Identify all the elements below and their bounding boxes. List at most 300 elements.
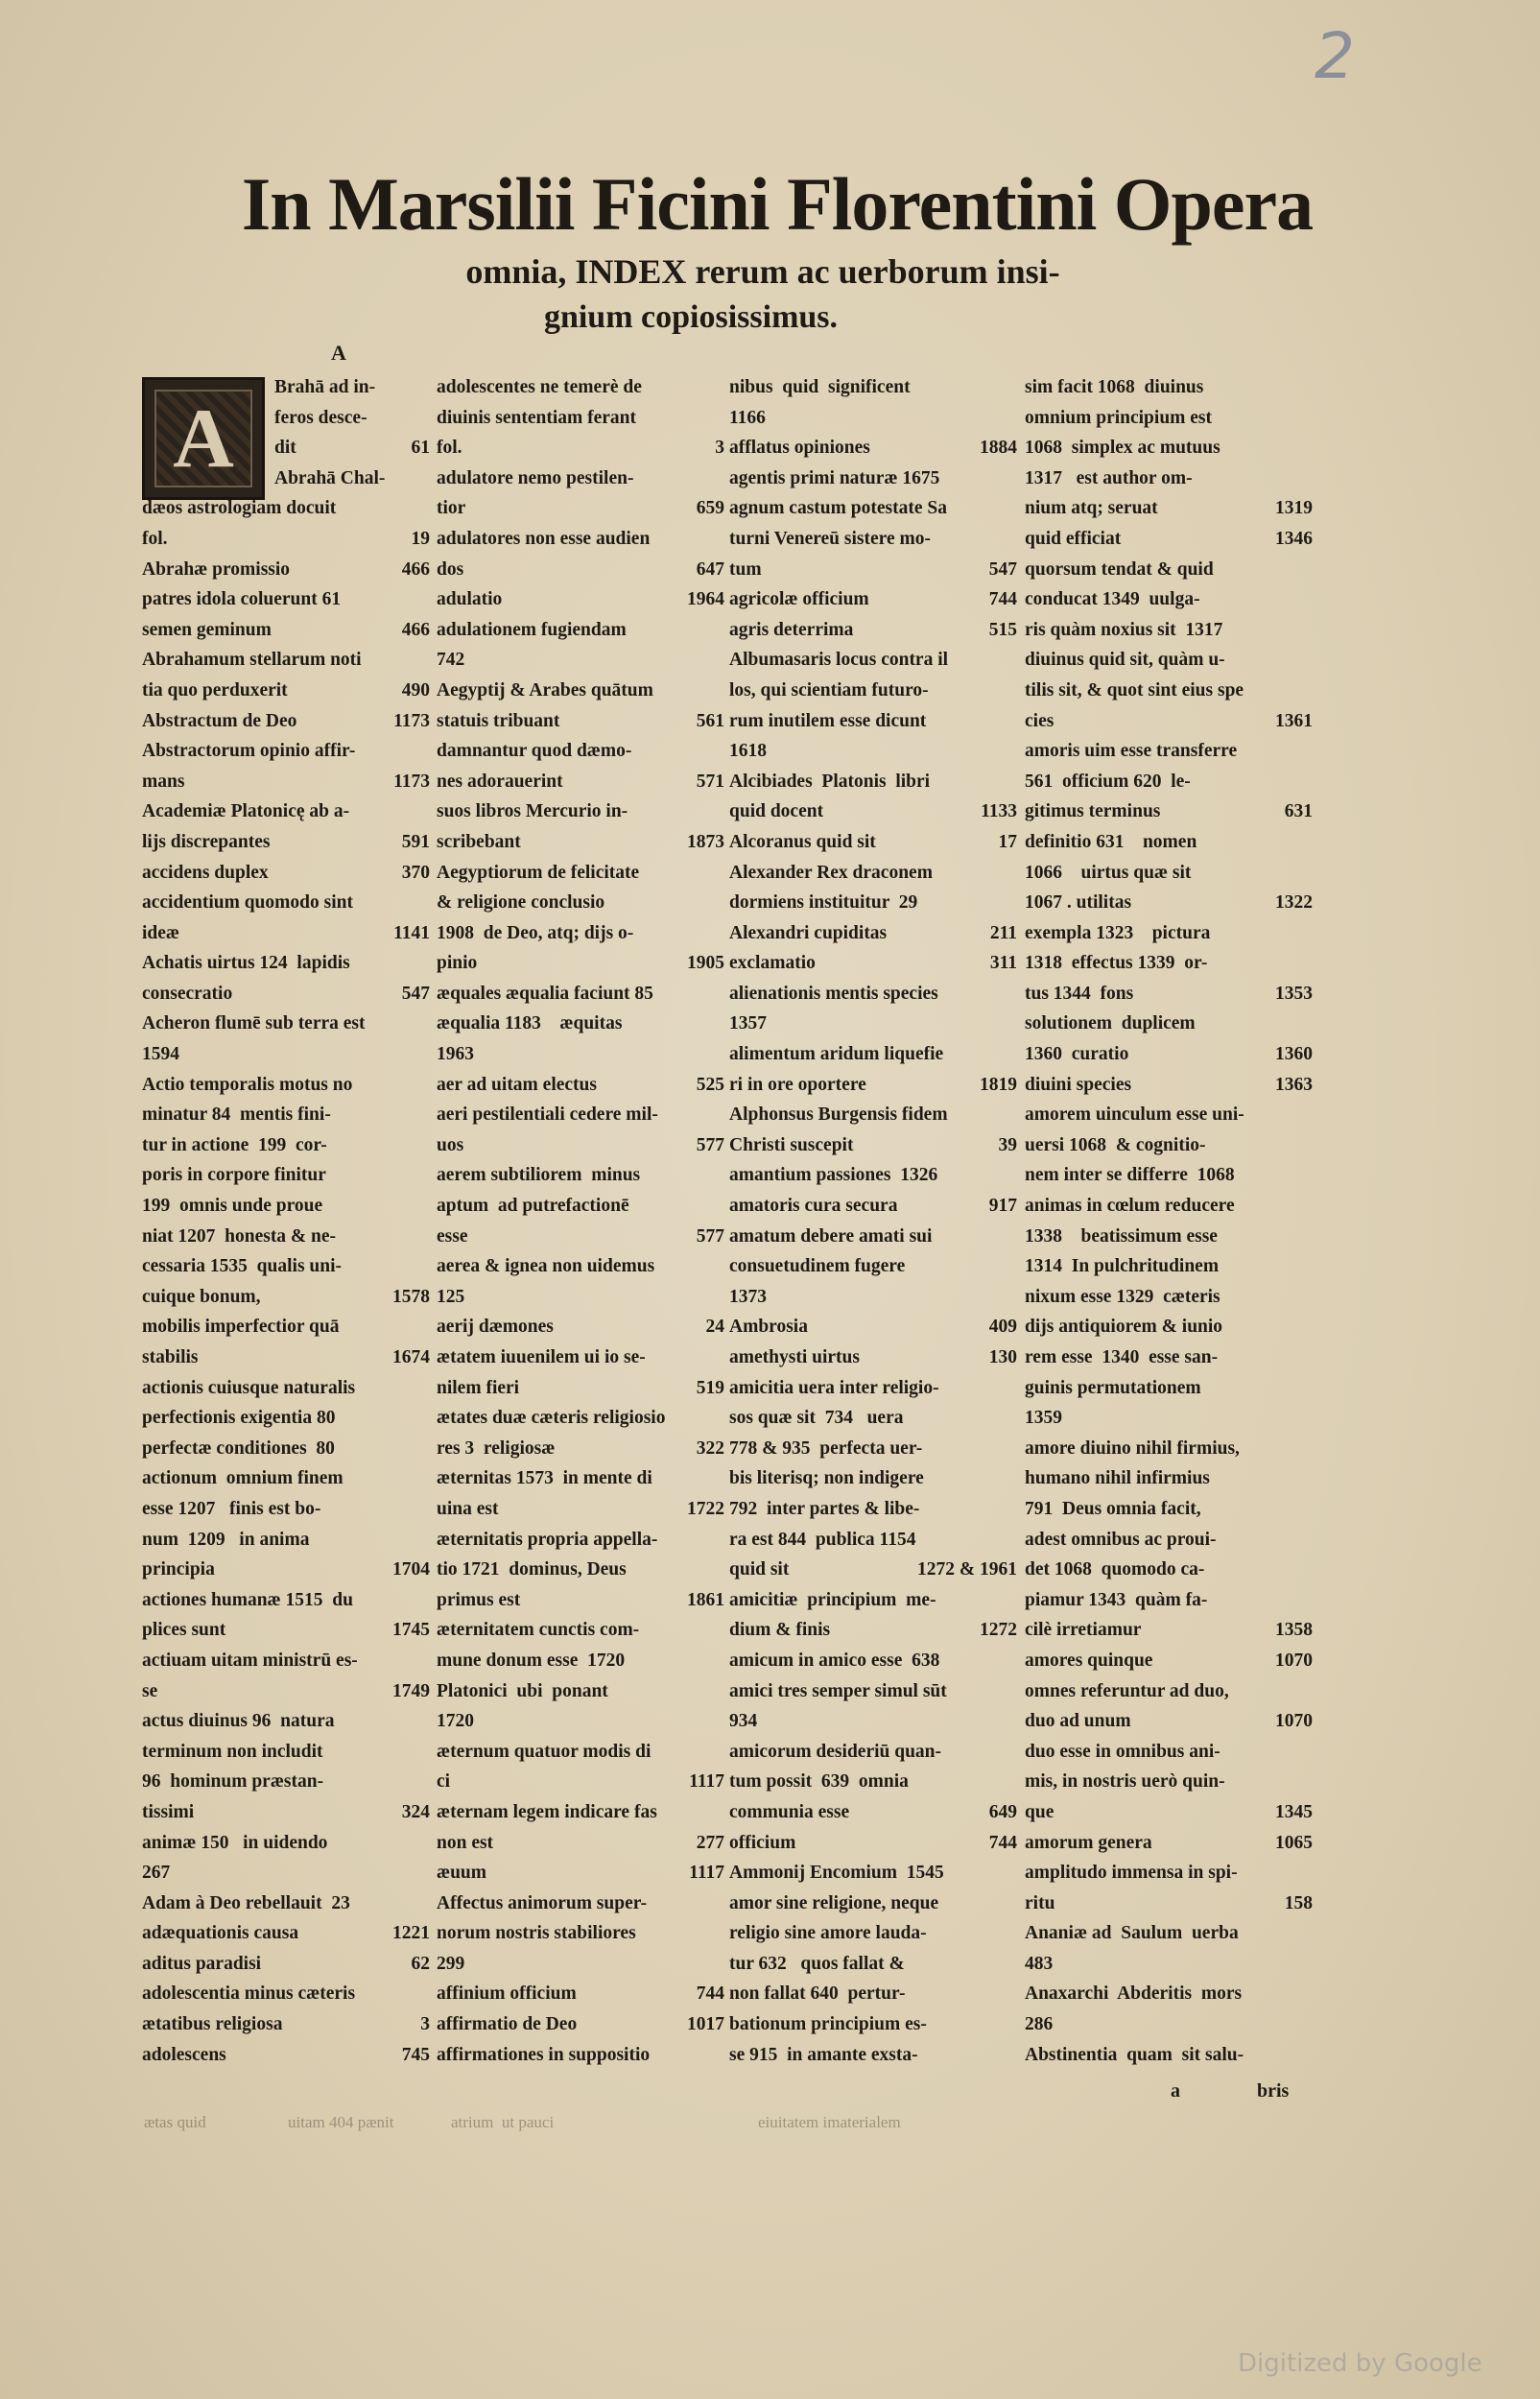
index-entry-line — [1025, 676, 1313, 706]
entry-page-number: 647 — [696, 558, 724, 580]
entry-page-number: 1345 — [1275, 1801, 1313, 1822]
entry-text: 1066 uirtus quæ sit — [1025, 862, 1192, 883]
entry-text: adolescentes ne temerè de — [437, 377, 642, 397]
index-entry-line — [437, 584, 724, 615]
entry-page-number: 1819 — [980, 1074, 1017, 1095]
entry-text: actionum omnium finem — [142, 1468, 344, 1489]
index-entry-line — [142, 1918, 430, 1949]
entry-text: solutionem duplicem — [1025, 1013, 1196, 1034]
index-entry-line — [1025, 584, 1313, 615]
index-entry-line — [729, 1191, 1017, 1222]
entry-page-number: 3 — [715, 438, 724, 459]
entry-text: adulatore nemo pestilen- — [437, 467, 634, 488]
entry-text: amethysti uirtus — [729, 1347, 860, 1367]
index-entry-line — [142, 1706, 430, 1737]
index-entry-line — [729, 403, 1017, 434]
entry-page-number: 1346 — [1275, 528, 1313, 549]
entry-page-number: 1884 — [980, 438, 1017, 459]
index-entry-line — [1025, 706, 1313, 737]
index-entry-line — [1025, 1130, 1313, 1161]
entry-text: det 1068 quomodo ca- — [1025, 1559, 1205, 1580]
index-entry-line — [1025, 645, 1313, 676]
index-entry-line — [437, 1525, 724, 1556]
entry-text: amore diuino nihil firmius, — [1025, 1437, 1240, 1459]
index-entry-line — [729, 1494, 1017, 1525]
index-entry-line — [142, 372, 430, 403]
entry-page-number: 577 — [696, 1225, 724, 1247]
entry-page-number: 370 — [401, 862, 430, 883]
entry-page-number: 1070 — [1275, 1650, 1313, 1671]
entry-text: 791 Deus omnia facit, — [1025, 1498, 1201, 1519]
index-entry-line — [142, 827, 430, 858]
entry-text: Albumasaris locus contra il — [729, 650, 949, 671]
index-entry-line — [142, 645, 430, 676]
index-entry-line — [1025, 1949, 1313, 1980]
entry-page-number: 1674 — [392, 1347, 430, 1367]
index-entry-line — [142, 524, 430, 555]
index-entry-line — [142, 767, 430, 797]
entry-page-number: 322 — [696, 1437, 724, 1459]
index-entry-line — [142, 796, 430, 827]
entry-page-number: 1070 — [1275, 1711, 1313, 1732]
index-entry-line — [437, 372, 724, 403]
index-entry-line — [729, 979, 1017, 1009]
entry-text: cies — [1025, 710, 1054, 731]
entry-text: 792 inter partes & libe- — [729, 1498, 920, 1519]
index-entry-line — [142, 1979, 430, 2009]
index-entry-line — [437, 1373, 724, 1404]
entry-text: tus 1344 fons — [1025, 983, 1134, 1004]
entry-page-number: 1745 — [392, 1620, 430, 1641]
index-entry-line — [1025, 1737, 1313, 1768]
entry-page-number: 62 — [411, 1953, 430, 1974]
index-entry-line — [1025, 1767, 1313, 1797]
index-entry-line — [1025, 1009, 1313, 1039]
entry-text: adæquationis causa — [142, 1923, 299, 1944]
entry-text: 267 — [142, 1863, 171, 1884]
entry-text: terminum non includit — [142, 1741, 323, 1762]
entry-text: agentis primi naturæ 1675 — [729, 467, 940, 488]
entry-text: amici tres semper simul sūt — [729, 1680, 947, 1701]
entry-text: 1067 . utilitas — [1025, 892, 1132, 914]
entry-text: omnium principium est — [1025, 407, 1213, 428]
index-entry-line — [1025, 1797, 1313, 1828]
entry-page-number: 1578 — [392, 1286, 430, 1307]
entry-page-number: 61 — [411, 438, 430, 459]
entry-text: tur 632 quos fallat & — [729, 1953, 905, 1974]
entry-text: duo ad unum — [1025, 1711, 1131, 1732]
entry-text: aptum ad putrefactionē — [437, 1196, 629, 1217]
entry-page-number: 917 — [988, 1196, 1017, 1217]
index-entry-line — [729, 1282, 1017, 1313]
entry-page-number: 744 — [696, 1983, 724, 2005]
index-entry-line — [142, 1009, 430, 1039]
index-entry-line — [729, 1130, 1017, 1161]
entry-text: definitio 631 nomen — [1025, 831, 1197, 852]
entry-text: amor sine religione, neque — [729, 1892, 939, 1913]
index-entry-line — [1025, 948, 1313, 979]
entry-page-number: 466 — [401, 558, 430, 580]
entry-page-number: 24 — [705, 1317, 724, 1338]
entry-text: cilè irretiamur — [1025, 1620, 1142, 1641]
index-entry-line — [437, 1312, 724, 1342]
index-entry-line — [729, 918, 1017, 949]
index-entry-line — [1025, 1160, 1313, 1191]
entry-text: lijs discrepantes — [142, 831, 271, 852]
entry-text: se — [142, 1680, 158, 1701]
entry-text: principia — [142, 1559, 215, 1580]
index-entry-line — [437, 1282, 724, 1313]
index-entry-line — [142, 403, 430, 434]
entry-text: Ananiæ ad Saulum uerba — [1025, 1923, 1239, 1944]
entry-text: diuini species — [1025, 1074, 1132, 1095]
entry-text: duo esse in omnibus ani- — [1025, 1741, 1220, 1762]
entry-text: amantium passiones 1326 — [729, 1165, 938, 1186]
entry-text: num 1209 in anima — [142, 1529, 310, 1550]
entry-text: Acheron flumē sub terra est — [142, 1013, 366, 1034]
entry-text: consecratio — [142, 983, 233, 1004]
index-entry-line — [437, 645, 724, 676]
index-entry-line — [437, 1737, 724, 1768]
entry-text: humano nihil infirmius — [1025, 1468, 1210, 1489]
entry-page-number: 1964 — [687, 589, 724, 610]
entry-text: actiones humanæ 1515 du — [142, 1589, 353, 1610]
entry-text: tia quo perduxerit — [142, 679, 288, 701]
entry-text: quid sit — [729, 1559, 790, 1580]
index-entry-line — [729, 1222, 1017, 1252]
entry-text: dos — [437, 558, 464, 580]
entry-text: adulatio — [437, 589, 503, 610]
entry-text: statuis tribuant — [437, 710, 560, 731]
index-entry-line — [142, 615, 430, 646]
entry-text: & religione conclusio — [437, 892, 605, 914]
entry-page-number: 745 — [401, 2044, 430, 2065]
entry-text: communia esse — [729, 1801, 850, 1822]
index-entry-line — [142, 1222, 430, 1252]
entry-text: diuinus quid sit, quàm u- — [1025, 650, 1225, 671]
index-entry-line — [437, 1767, 724, 1797]
index-entry-line — [142, 433, 430, 463]
index-entry-line — [437, 1676, 724, 1707]
index-entry-line — [729, 1312, 1017, 1342]
entry-text: amoris uim esse transferre — [1025, 741, 1238, 762]
index-entry-line — [1025, 918, 1313, 949]
index-entry-line — [729, 706, 1017, 737]
entry-text: 1720 — [437, 1711, 474, 1732]
entry-text: 1317 est author om- — [1025, 467, 1193, 488]
entry-text: tissimi — [142, 1801, 195, 1822]
bleed-through-text: uitam 404 pænit — [288, 2113, 394, 2131]
entry-text: tum — [729, 558, 762, 580]
index-entry-line — [437, 1160, 724, 1191]
folio-number: 2 — [1315, 19, 1355, 93]
index-entry-line — [142, 1555, 430, 1585]
index-entry-line — [437, 1555, 724, 1585]
entry-text: aer ad uitam electus — [437, 1074, 597, 1095]
entry-text: agricolæ officium — [729, 589, 869, 610]
index-entry-line — [437, 979, 724, 1009]
entry-page-number: 277 — [696, 1832, 724, 1853]
index-entry-line — [437, 767, 724, 797]
entry-text: aerem subtiliorem minus — [437, 1165, 641, 1186]
entry-text: ætatem iuuenilem ui io se- — [437, 1347, 646, 1367]
index-entry-line — [437, 555, 724, 585]
entry-text: diuinis sententiam ferant — [437, 407, 637, 428]
index-entry-line — [437, 1918, 724, 1949]
index-entry-line — [729, 433, 1017, 463]
entry-page-number: 1173 — [393, 710, 430, 731]
index-entry-line — [142, 1646, 430, 1676]
entry-page-number: 1173 — [393, 771, 430, 792]
index-entry-line — [142, 1312, 430, 1342]
entry-text: Ambrosia — [729, 1317, 808, 1338]
index-entry-line — [729, 2009, 1017, 2040]
index-entry-line — [142, 584, 430, 615]
index-column-2 — [437, 372, 724, 2070]
index-entry-line — [142, 1403, 430, 1434]
entry-page-number: 519 — [696, 1377, 724, 1398]
entry-text: tur in actione 199 cor- — [142, 1134, 327, 1155]
entry-text: Alcibiades Platonis libri — [729, 771, 931, 792]
entry-page-number: 1272 — [980, 1620, 1017, 1641]
index-entry-line — [1025, 403, 1313, 434]
entry-text: accidentium quomodo sint — [142, 892, 353, 914]
entry-text: adolescentia minus cæteris — [142, 1983, 356, 2005]
title-line-3: gnium copiosissimus. — [543, 299, 839, 335]
entry-text: tum possit 639 omnia — [729, 1771, 909, 1793]
index-entry-line — [729, 1342, 1017, 1373]
index-entry-line — [437, 1434, 724, 1464]
index-entry-line — [1025, 827, 1313, 858]
index-entry-line — [437, 888, 724, 918]
index-entry-line — [729, 1070, 1017, 1101]
entry-page-number: 1873 — [687, 831, 724, 852]
entry-text: bationum principium es- — [729, 2014, 927, 2035]
entry-page-number: 1017 — [687, 2014, 724, 2035]
entry-page-number: 490 — [401, 679, 430, 701]
index-entry-line — [142, 1949, 430, 1980]
index-entry-line — [437, 1797, 724, 1828]
index-entry-line — [1025, 1858, 1313, 1888]
index-entry-line — [142, 1767, 430, 1797]
entry-text: 742 — [437, 650, 465, 671]
entry-page-number: 1133 — [981, 801, 1017, 822]
entry-page-number: 17 — [998, 831, 1017, 852]
entry-text: amorem uinculum esse uni- — [1025, 1104, 1244, 1126]
index-entry-line — [1025, 767, 1313, 797]
index-entry-line — [729, 1403, 1017, 1434]
index-entry-line — [729, 1646, 1017, 1676]
index-entry-line — [1025, 1585, 1313, 1616]
index-entry-line — [437, 1039, 724, 1070]
entry-text: 125 — [437, 1286, 465, 1307]
entry-page-number: 311 — [989, 953, 1017, 974]
index-entry-line — [729, 1463, 1017, 1494]
index-entry-line — [1025, 1282, 1313, 1313]
index-entry-line — [729, 372, 1017, 403]
index-entry-line — [729, 1434, 1017, 1464]
entry-page-number: 3 — [420, 2014, 430, 2035]
entry-text: 1068 simplex ac mutuus — [1025, 438, 1220, 459]
entry-text: alimentum aridum liquefie — [729, 1044, 944, 1065]
index-entry-line — [1025, 1100, 1313, 1130]
index-entry-line — [142, 1039, 430, 1070]
entry-text: Abrahæ promissio — [142, 558, 291, 580]
title-line-2: omnia, INDEX rerum ac uerborum insi- — [465, 252, 1060, 291]
entry-page-number: 158 — [1284, 1892, 1313, 1913]
index-entry-line — [729, 1555, 1017, 1585]
entry-text: Abrahamum stellarum noti — [142, 650, 362, 671]
index-entry-line — [142, 706, 430, 737]
entry-text: 1357 — [729, 1013, 767, 1034]
entry-text: que — [1025, 1801, 1054, 1822]
index-entry-line — [1025, 1039, 1313, 1070]
index-entry-line — [437, 2009, 724, 2040]
entry-text: accidens duplex — [142, 862, 269, 883]
entry-text: 199 omnis unde proue — [142, 1196, 323, 1217]
entry-text: norum nostris stabiliores — [437, 1923, 636, 1944]
entry-page-number: 547 — [401, 983, 430, 1004]
index-entry-line — [729, 888, 1017, 918]
index-entry-line — [437, 948, 724, 979]
entry-text: Aegyptiorum de felicitate — [437, 862, 640, 883]
entry-page-number: 744 — [988, 589, 1017, 610]
entry-text: fol. — [437, 438, 462, 459]
entry-text: dium & finis — [729, 1620, 831, 1641]
entry-text: tior — [437, 498, 466, 519]
index-entry-line — [437, 1858, 724, 1888]
entry-page-number: 571 — [696, 771, 724, 792]
entry-text: actionis cuiusque naturalis — [142, 1377, 356, 1398]
entry-page-number: 19 — [411, 528, 430, 549]
entry-text: alienationis mentis species — [729, 983, 938, 1004]
entry-text: animæ 150 in uidendo — [142, 1832, 328, 1853]
entry-text: gitimus terminus — [1025, 801, 1161, 822]
index-entry-line — [142, 1888, 430, 1919]
entry-text: amicitia uera inter religio- — [729, 1377, 939, 1398]
index-column-4 — [1025, 372, 1313, 2070]
entry-text: esse — [437, 1225, 468, 1247]
entry-text: æternum quatuor modis di — [437, 1741, 652, 1762]
index-entry-line — [142, 1160, 430, 1191]
entry-text: mune donum esse 1720 — [437, 1650, 626, 1671]
index-entry-line — [142, 979, 430, 1009]
index-entry-line — [142, 858, 430, 889]
entry-text: cessaria 1535 qualis uni- — [142, 1256, 343, 1277]
entry-page-number: 1319 — [1275, 498, 1313, 519]
entry-text: dit — [274, 438, 296, 459]
entry-text: stabilis — [142, 1347, 199, 1367]
index-entry-line — [437, 403, 724, 434]
entry-text: æqualia 1183 æquitas — [437, 1013, 623, 1034]
entry-text: ra est 844 publica 1154 — [729, 1529, 916, 1550]
entry-text: turni Venereū sistere mo- — [729, 528, 931, 549]
entry-text: Abrahā Chal- — [274, 467, 386, 488]
index-entry-line — [1025, 1646, 1313, 1676]
entry-text: ritu — [1025, 1892, 1055, 1913]
entry-page-number: 1322 — [1275, 892, 1313, 914]
index-entry-line — [1025, 1251, 1313, 1282]
entry-page-number: 744 — [988, 1832, 1017, 1853]
entry-text: amicorum desideriū quan- — [729, 1741, 942, 1762]
index-entry-line — [1025, 2040, 1313, 2071]
entry-page-number: 631 — [1284, 801, 1313, 822]
entry-text: ri in ore oportere — [729, 1074, 866, 1095]
entry-text: æternitatis propria appella- — [437, 1529, 658, 1550]
entry-page-number: 211 — [989, 922, 1017, 943]
entry-text: Academiæ Platonicę ab a- — [142, 801, 350, 822]
entry-page-number: 1749 — [392, 1680, 430, 1701]
index-entry-line — [729, 1706, 1017, 1737]
entry-text: exclamatio — [729, 953, 816, 974]
entry-text: exempla 1323 pictura — [1025, 922, 1211, 943]
entry-text: nixum esse 1329 cæteris — [1025, 1286, 1220, 1307]
entry-text: 1359 — [1025, 1408, 1062, 1429]
index-entry-line — [1025, 1676, 1313, 1707]
index-entry-line — [729, 1949, 1017, 1980]
index-entry-line — [437, 1706, 724, 1737]
index-entry-line — [142, 1130, 430, 1161]
entry-text: adest omnibus ac proui- — [1025, 1529, 1217, 1550]
index-entry-line — [729, 1373, 1017, 1404]
entry-text: 1314 In pulchritudinem — [1025, 1256, 1220, 1277]
index-entry-line — [729, 555, 1017, 585]
entry-text: 1360 curatio — [1025, 1044, 1129, 1065]
index-entry-line — [437, 858, 724, 889]
index-entry-line — [142, 1797, 430, 1828]
index-entry-line — [142, 1615, 430, 1646]
entry-page-number: 525 — [696, 1074, 724, 1095]
index-entry-line — [1025, 1888, 1313, 1919]
entry-text: 1318 effectus 1339 or- — [1025, 953, 1208, 974]
index-entry-line — [729, 767, 1017, 797]
entry-page-number: 577 — [696, 1134, 724, 1155]
entry-page-number: 1722 — [687, 1498, 724, 1519]
entry-text: æternitatem cunctis com- — [437, 1620, 640, 1641]
index-entry-line — [1025, 1191, 1313, 1222]
entry-text: Actio temporalis motus no — [142, 1074, 353, 1095]
entry-text: quorsum tendat & quid — [1025, 558, 1214, 580]
entry-text: ætatibus religiosa — [142, 2014, 283, 2035]
title-line-1: In Marsilii Ficini Florentini Opera — [241, 162, 1314, 246]
index-entry-line — [1025, 524, 1313, 555]
entry-text: amicum in amico esse 638 — [729, 1650, 940, 1671]
entry-page-number: 1861 — [687, 1589, 724, 1610]
entry-text: mans — [142, 771, 185, 792]
index-entry-line — [729, 584, 1017, 615]
index-entry-line — [1025, 1828, 1313, 1859]
entry-text: nilem fieri — [437, 1377, 520, 1398]
entry-text: Anaxarchi Abderitis mors — [1025, 1983, 1243, 2005]
index-entry-line — [729, 1737, 1017, 1768]
index-entry-line — [729, 1100, 1017, 1130]
entry-text: aditus paradisi — [142, 1953, 262, 1974]
entry-text: æuum — [437, 1863, 487, 1884]
entry-text: Achatis uirtus 124 lapidis — [142, 953, 350, 974]
entry-text: omnes referuntur ad duo, — [1025, 1680, 1229, 1701]
index-entry-line — [729, 676, 1017, 706]
entry-text: uersi 1068 & cognitio- — [1025, 1134, 1206, 1155]
entry-text: Ammonij Encomium 1545 — [729, 1863, 944, 1884]
entry-text: ci — [437, 1771, 451, 1793]
index-entry-line — [437, 493, 724, 524]
index-entry-line — [437, 615, 724, 646]
entry-text: poris in corpore finitur — [142, 1165, 326, 1186]
entry-text: Abstractum de Deo — [142, 710, 297, 731]
index-entry-line — [142, 676, 430, 706]
index-entry-line — [1025, 979, 1313, 1009]
index-entry-line — [1025, 1070, 1313, 1101]
